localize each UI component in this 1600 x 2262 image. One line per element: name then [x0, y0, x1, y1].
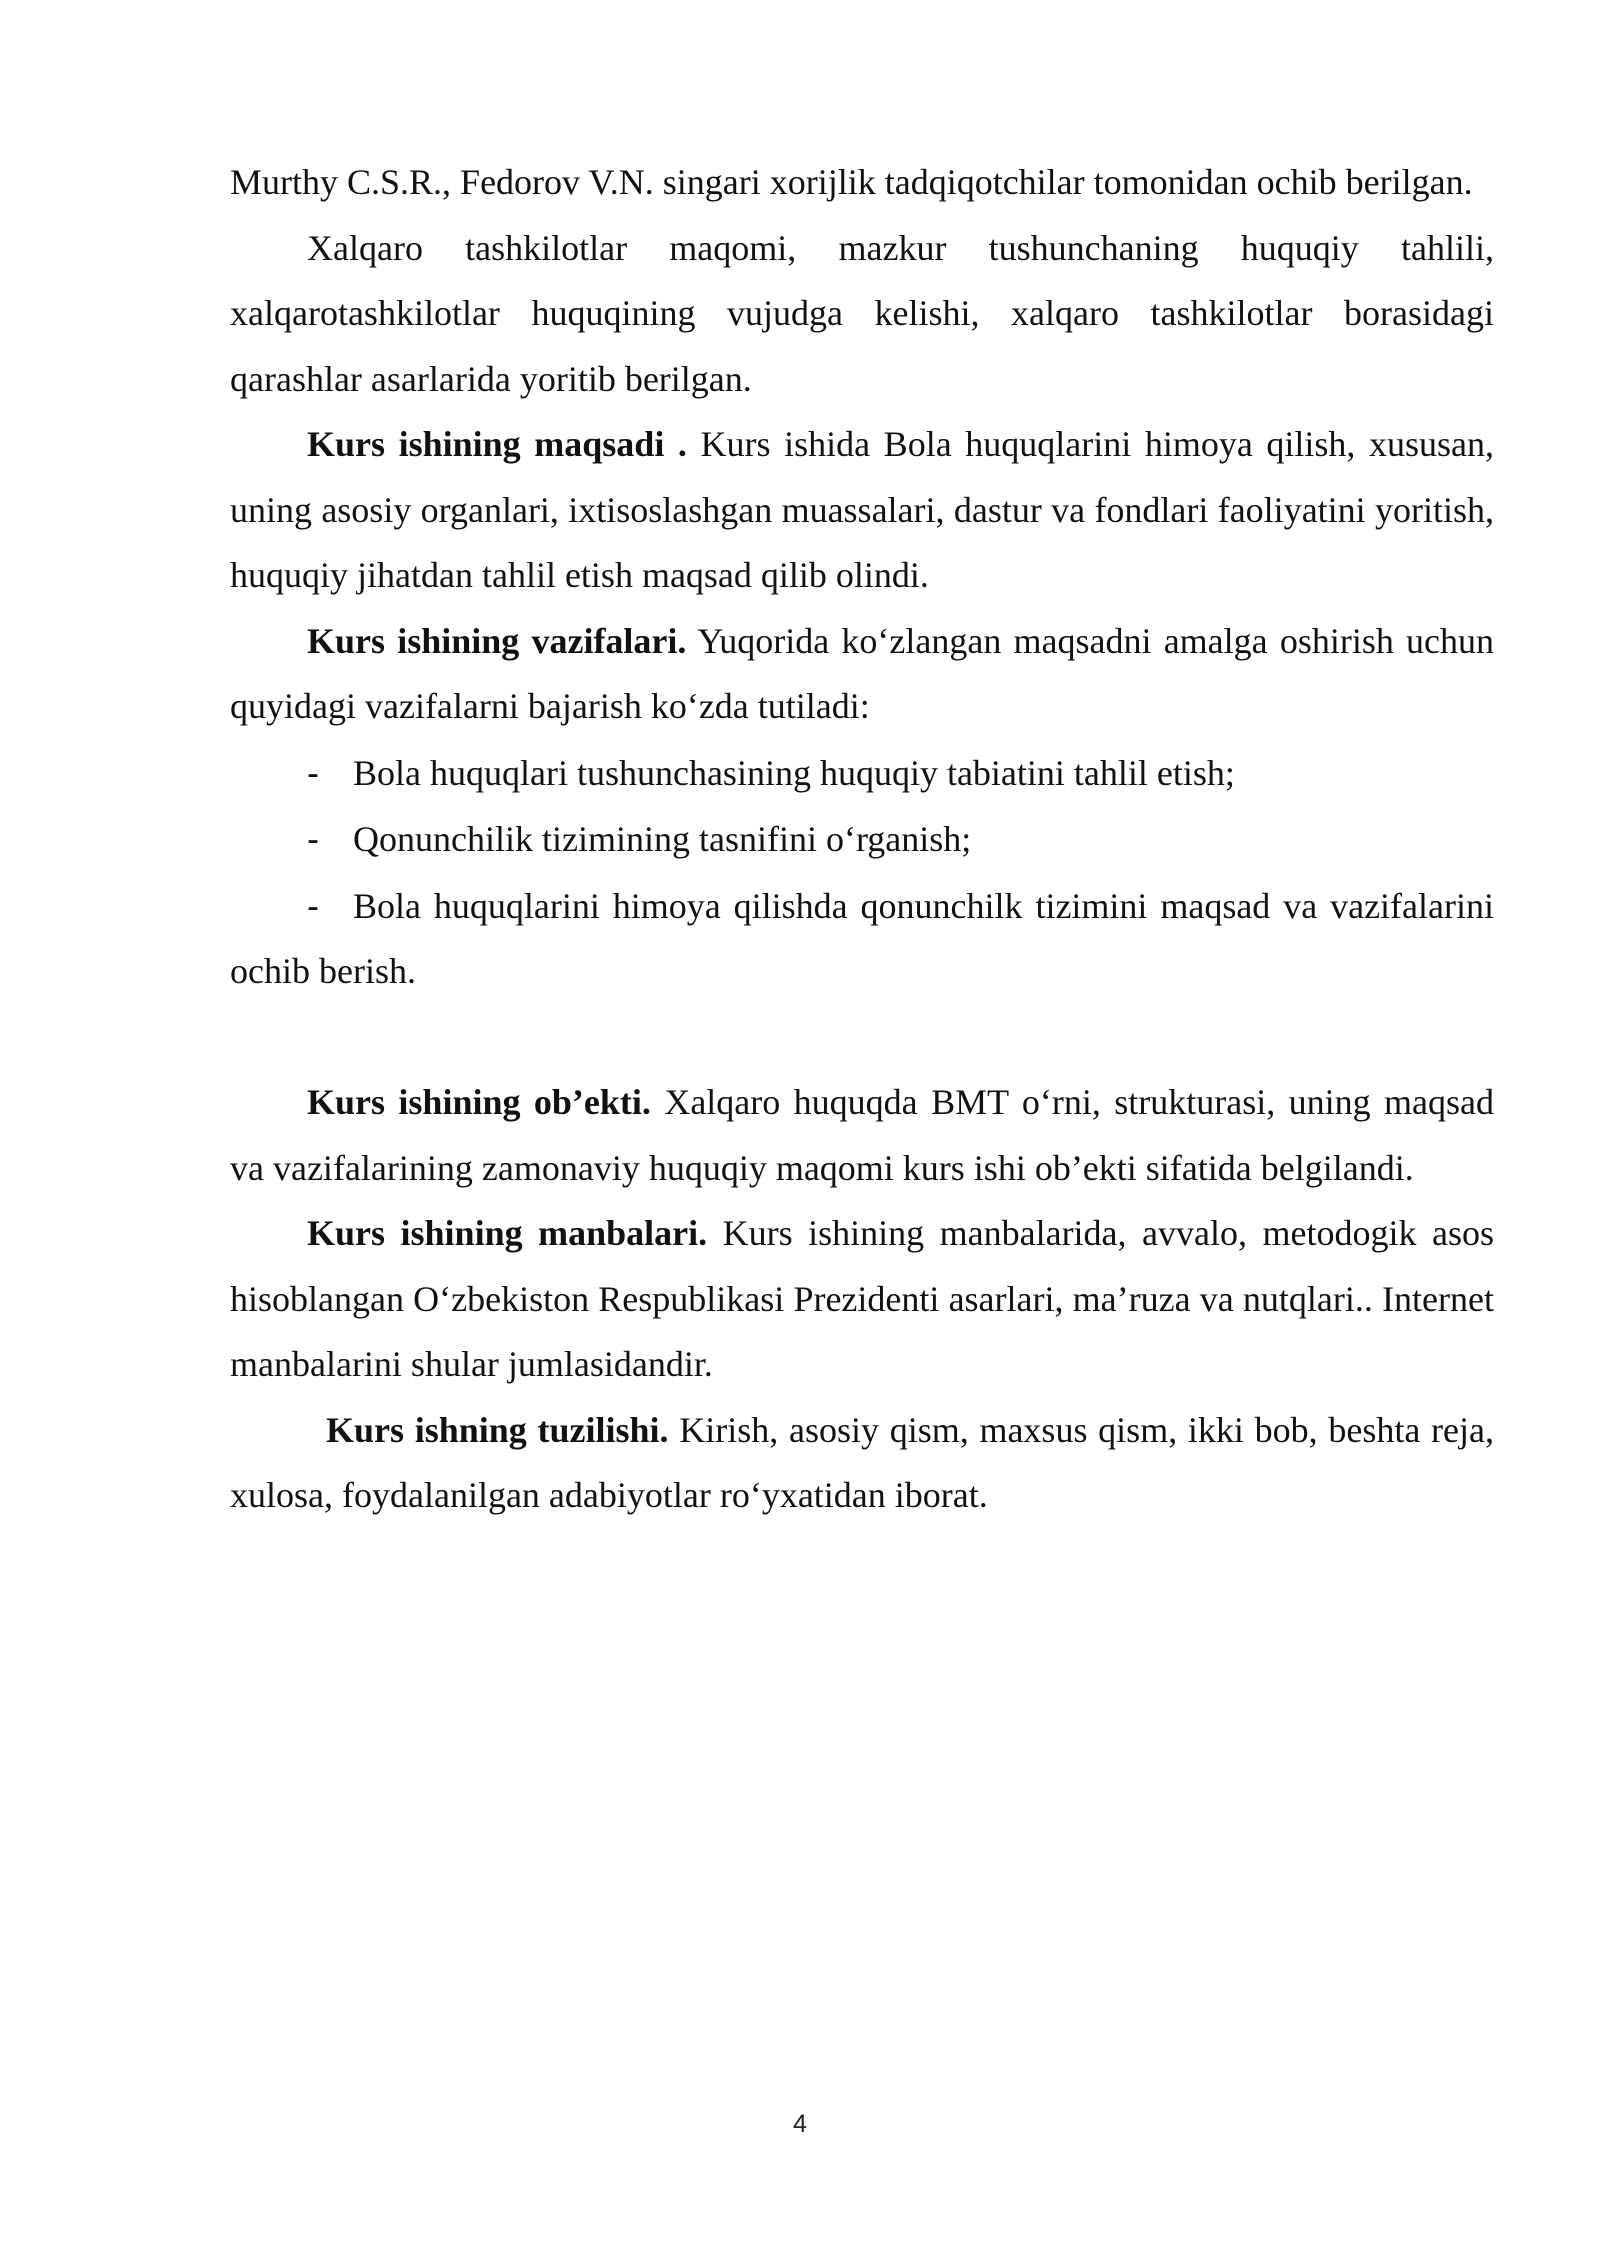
tasks-heading: Kurs ishining vazifalari. [307, 620, 687, 661]
sources-text: Kurs ishining manbalarida, avvalo, metodogik asos hisoblangan O‘zbekiston Respublikasi Prezidenti asarlari, ma’ruza va nutqlari.. Internet manbalarini shular jumlasidandir. [230, 1213, 1494, 1384]
task-item-text: Qonunchilik tizimining tasnifini o‘rganish; [353, 819, 972, 859]
dash-bullet: - [307, 818, 319, 859]
sources-heading: Kurs ishining manbalari. [307, 1213, 708, 1253]
paragraph-object [230, 1070, 1494, 1201]
object-text: Xalqaro huquqda BMT o‘rni, strukturasi, uning maqsad va vazifalarining zamonaviy huquqiy maqomi kurs ishi ob’ekti sifatida belgilandi. [230, 1082, 1495, 1188]
paragraph-authors: Murthy C.S.R., Fedorov V.N. singari xorijlik tadqiqotchilar tomonidan ochib berilgan. [230, 162, 1473, 202]
paragraph-tasks [230, 609, 1494, 740]
task-item-text: Bola huquqlarini himoya qilishda qonunchilk tizimini maqsad va vazifalarini ochib berish. [230, 885, 1494, 991]
body-text [230, 150, 1494, 1529]
task-item-3 [230, 873, 1494, 1005]
paragraph-organizations: Xalqaro tashkilotlar maqomi, mazkur tushunchaning huquqiy tahlili, xalqarotashkilotlar huquqining vujudga kelishi, xalqaro tashkilotlar borasidagi qarashlar asarlarida yoritib berilgan. [230, 227, 1494, 399]
structure-heading: Kurs ishning tuzilishi. [326, 1409, 669, 1450]
paragraph-structure [230, 1398, 1494, 1529]
tasks-text: Yuqorida ko‘zlangan maqsadni amalga oshirish uchun quyidagi vazifalarni bajarish ko‘zda tutiladi: [230, 620, 1495, 726]
dash-bullet: - [307, 884, 319, 926]
structure-text: Kirish, asosiy qism, maxsus qism, ikki bob, beshta reja, xulosa, foydalanilgan adabiyotlar ro‘yxatidan iborat. [230, 1409, 1494, 1515]
blank-line [230, 1005, 1494, 1071]
goal-text: Kurs ishida Bola huquqlarini himoya qilish, xususan, uning asosiy organlari, ixtisoslashgan muassalari, dastur va fondlari faoliyatini yoritish, huquqiy jihatdan tahlil etish maqsad qilib olindi. [230, 424, 1495, 595]
dash-bullet: - [307, 751, 319, 793]
page-number: 4 [793, 2110, 807, 2138]
paragraph-goal [230, 412, 1494, 609]
paragraph-sources [230, 1201, 1494, 1398]
task-item-text: Bola huquqlari tushunchasining huquqiy tabiatini tahlil etish; [353, 752, 1235, 793]
goal-heading: Kurs ishining maqsadi . [307, 424, 687, 464]
object-heading: Kurs ishining ob’ekti. [307, 1082, 651, 1122]
task-item-1 [230, 740, 1494, 807]
task-item-2 [230, 806, 1494, 873]
